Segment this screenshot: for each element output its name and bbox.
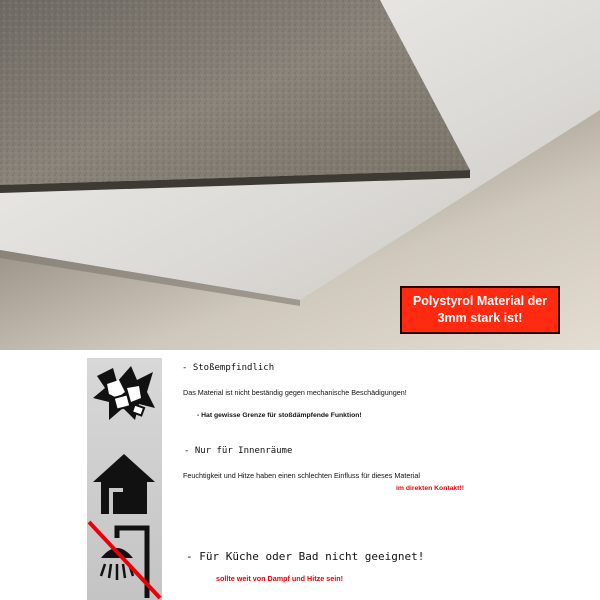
badge-line-2: 3mm stark ist! — [437, 311, 523, 325]
indoor-text: Feuchtigkeit und Hitze haben einen schlechten Einfluss für dieses Material — [183, 471, 420, 480]
material-badge — [400, 286, 560, 334]
impact-heading: - Stoßempfindlich — [182, 363, 275, 373]
impact-text: Das Material ist nicht beständig gegen mechanische Beschädigungen! — [183, 388, 407, 397]
wet-room-emphasis: sollte weit von Dampf und Hitze sein! — [216, 574, 343, 583]
indoor-emphasis: im direkten Kontakt!! — [396, 485, 464, 492]
impact-emphasis: - Hat gewisse Grenze für stoßdämpfende Funktion! — [197, 412, 362, 419]
care-instructions — [0, 350, 600, 600]
no-shower-icon — [87, 520, 162, 600]
indoor-heading: - Nur für Innenräume — [184, 446, 293, 456]
broken-wall-icon — [87, 358, 162, 433]
badge-line-1: Polystyrol Material der — [412, 294, 548, 308]
icon-panel — [87, 358, 162, 600]
wet-room-heading: - Für Küche oder Bad nicht geeignet! — [186, 550, 425, 563]
house-icon — [87, 448, 162, 523]
